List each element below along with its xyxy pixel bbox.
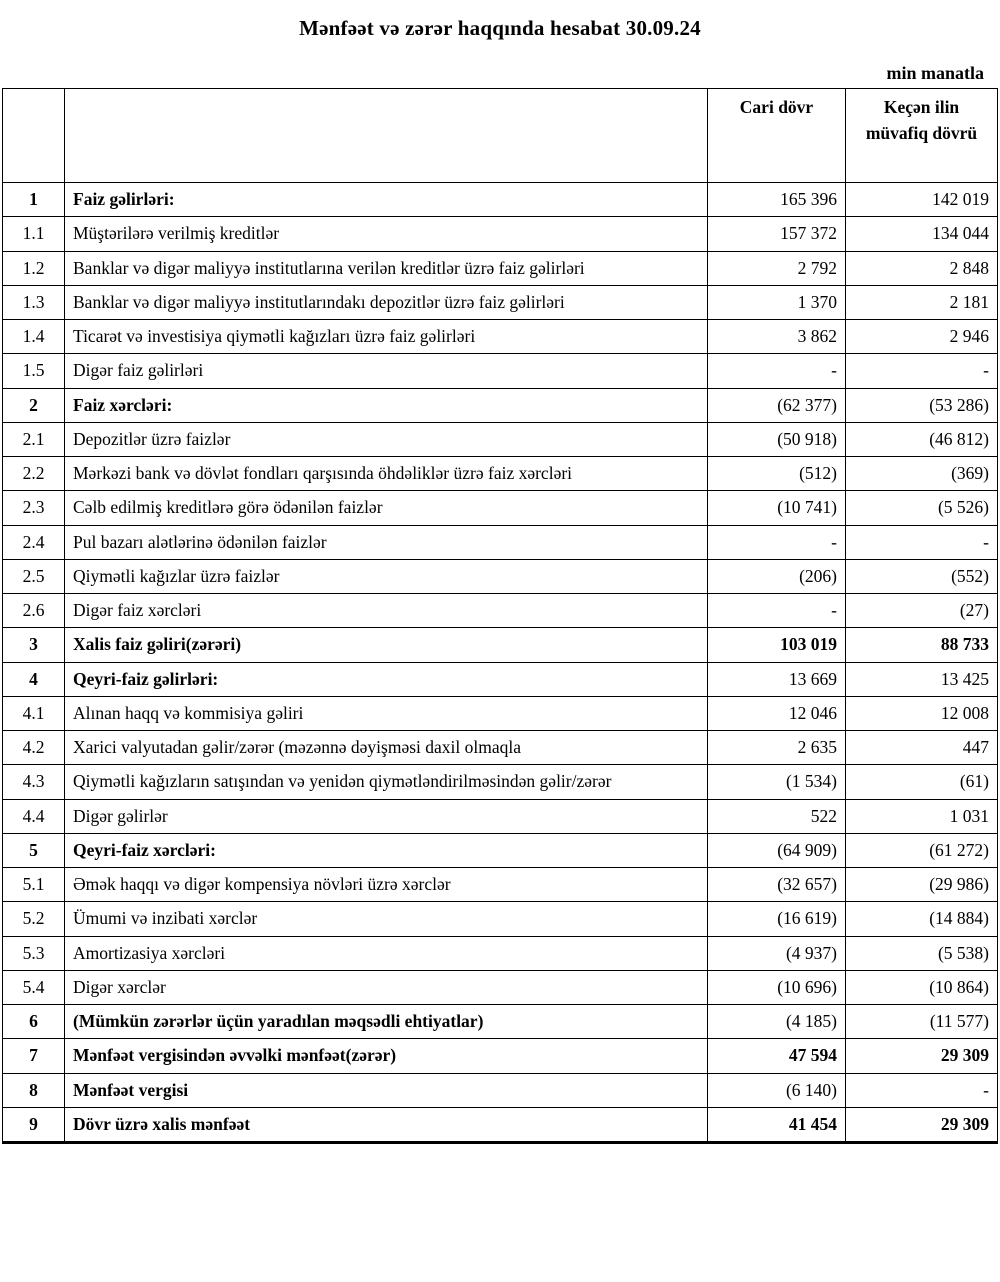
row-number-cell: 1.1	[3, 217, 65, 251]
current-period-cell: 2 792	[708, 251, 846, 285]
current-period-cell: (10 696)	[708, 970, 846, 1004]
current-period-cell: (16 619)	[708, 902, 846, 936]
table-row	[3, 217, 998, 251]
table-header-row	[3, 89, 998, 183]
row-label-cell: Cəlb edilmiş kreditlərə görə ödənilən faizlər	[65, 491, 708, 525]
table-row	[3, 285, 998, 319]
row-label-cell: Müştərilərə verilmiş kreditlər	[65, 217, 708, 251]
row-number-cell: 2.3	[3, 491, 65, 525]
row-number-cell: 2.2	[3, 457, 65, 491]
row-label-cell: Faiz gəlirləri:	[65, 183, 708, 217]
header-previous-period: Keçən ilin müvafiq dövrü	[846, 89, 998, 183]
previous-period-cell: 2 848	[846, 251, 998, 285]
row-number-cell: 1	[3, 183, 65, 217]
row-number-cell: 4.2	[3, 731, 65, 765]
current-period-cell: -	[708, 525, 846, 559]
table-row	[3, 251, 998, 285]
page-title: Mənfəət və zərər haqqında hesabat 30.09.24	[299, 16, 701, 40]
row-number-cell: 2.1	[3, 422, 65, 456]
previous-period-cell: 29 309	[846, 1039, 998, 1073]
row-number-cell: 5.3	[3, 936, 65, 970]
table-row	[3, 354, 998, 388]
previous-period-cell: (61 272)	[846, 833, 998, 867]
table-row	[3, 662, 998, 696]
current-period-cell: (4 937)	[708, 936, 846, 970]
row-label-cell: Ticarət və investisiya qiymətli kağızları üzrə faiz gəlirləri	[65, 320, 708, 354]
previous-period-cell: (29 986)	[846, 868, 998, 902]
row-label-cell: Qiymətli kağızların satışından və yenidən qiymətləndirilməsindən gəlir/zərər	[65, 765, 708, 799]
previous-period-cell: (10 864)	[846, 970, 998, 1004]
row-label-cell: Pul bazarı alətlərinə ödənilən faizlər	[65, 525, 708, 559]
previous-period-cell: 2 946	[846, 320, 998, 354]
table-row	[3, 696, 998, 730]
previous-period-cell: 13 425	[846, 662, 998, 696]
row-number-cell: 1.4	[3, 320, 65, 354]
report-table-body	[3, 183, 998, 1143]
row-label-cell: Faiz xərcləri:	[65, 388, 708, 422]
previous-period-cell: 134 044	[846, 217, 998, 251]
previous-period-cell: 29 309	[846, 1107, 998, 1142]
row-label-cell: Dövr üzrə xalis mənfəət	[65, 1107, 708, 1142]
current-period-cell: 13 669	[708, 662, 846, 696]
row-label-cell: Digər gəlirlər	[65, 799, 708, 833]
previous-period-cell: -	[846, 1073, 998, 1107]
row-number-cell: 5.4	[3, 970, 65, 1004]
row-label-cell: Qeyri-faiz xərcləri:	[65, 833, 708, 867]
table-row	[3, 457, 998, 491]
current-period-cell: 47 594	[708, 1039, 846, 1073]
current-period-cell: (206)	[708, 559, 846, 593]
previous-period-cell: 1 031	[846, 799, 998, 833]
current-period-cell: (4 185)	[708, 1005, 846, 1039]
current-period-cell: (1 534)	[708, 765, 846, 799]
current-period-cell: 103 019	[708, 628, 846, 662]
current-period-cell: 165 396	[708, 183, 846, 217]
current-period-cell: -	[708, 354, 846, 388]
row-label-cell: Mənfəət vergisi	[65, 1073, 708, 1107]
row-label-cell: Xalis faiz gəliri(zərəri)	[65, 628, 708, 662]
row-number-cell: 4.4	[3, 799, 65, 833]
current-period-cell: (64 909)	[708, 833, 846, 867]
row-number-cell: 4.3	[3, 765, 65, 799]
current-period-cell: (62 377)	[708, 388, 846, 422]
row-number-cell: 5.2	[3, 902, 65, 936]
profit-loss-table	[2, 88, 998, 1144]
previous-period-cell: (5 538)	[846, 936, 998, 970]
row-label-cell: Xarici valyutadan gəlir/zərər (məzənnə dəyişməsi daxil olmaqla	[65, 731, 708, 765]
row-label-cell: Digər faiz gəlirləri	[65, 354, 708, 388]
current-period-cell: 12 046	[708, 696, 846, 730]
previous-period-cell: (46 812)	[846, 422, 998, 456]
row-number-cell: 7	[3, 1039, 65, 1073]
row-label-cell: Digər faiz xərcləri	[65, 594, 708, 628]
current-period-cell: 41 454	[708, 1107, 846, 1142]
row-label-cell: Əmək haqqı və digər kompensiya növləri üzrə xərclər	[65, 868, 708, 902]
row-label-cell: Mənfəət vergisindən əvvəlki mənfəət(zərər)	[65, 1039, 708, 1073]
previous-period-cell: 2 181	[846, 285, 998, 319]
previous-period-cell: (14 884)	[846, 902, 998, 936]
previous-period-cell: 12 008	[846, 696, 998, 730]
current-period-cell: -	[708, 594, 846, 628]
table-row	[3, 491, 998, 525]
unit-label: min manatla	[886, 63, 984, 83]
table-row	[3, 1039, 998, 1073]
current-period-cell: 157 372	[708, 217, 846, 251]
previous-period-cell: -	[846, 525, 998, 559]
previous-period-cell: 142 019	[846, 183, 998, 217]
table-row	[3, 525, 998, 559]
row-number-cell: 1.2	[3, 251, 65, 285]
current-period-cell: (512)	[708, 457, 846, 491]
row-label-cell: Mərkəzi bank və dövlət fondları qarşısında öhdəliklər üzrə faiz xərcləri	[65, 457, 708, 491]
previous-period-cell: (11 577)	[846, 1005, 998, 1039]
table-row	[3, 731, 998, 765]
previous-period-cell: (27)	[846, 594, 998, 628]
previous-period-cell: (61)	[846, 765, 998, 799]
row-label-cell: Alınan haqq və kommisiya gəliri	[65, 696, 708, 730]
row-number-cell: 6	[3, 1005, 65, 1039]
row-label-cell: Digər xərclər	[65, 970, 708, 1004]
table-row	[3, 422, 998, 456]
previous-period-cell: 447	[846, 731, 998, 765]
current-period-cell: (6 140)	[708, 1073, 846, 1107]
row-label-cell: Depozitlər üzrə faizlər	[65, 422, 708, 456]
previous-period-cell: (53 286)	[846, 388, 998, 422]
row-label-cell: Qeyri-faiz gəlirləri:	[65, 662, 708, 696]
table-row	[3, 1073, 998, 1107]
table-row	[3, 799, 998, 833]
row-number-cell: 2.6	[3, 594, 65, 628]
header-description	[65, 89, 708, 183]
current-period-cell: 2 635	[708, 731, 846, 765]
current-period-cell: (10 741)	[708, 491, 846, 525]
current-period-cell: (32 657)	[708, 868, 846, 902]
table-row	[3, 970, 998, 1004]
row-label-cell: Ümumi və inzibati xərclər	[65, 902, 708, 936]
table-row	[3, 559, 998, 593]
current-period-cell: 522	[708, 799, 846, 833]
current-period-cell: (50 918)	[708, 422, 846, 456]
row-number-cell: 4	[3, 662, 65, 696]
current-period-cell: 3 862	[708, 320, 846, 354]
row-number-cell: 3	[3, 628, 65, 662]
row-number-cell: 1.3	[3, 285, 65, 319]
row-number-cell: 2.5	[3, 559, 65, 593]
row-number-cell: 2	[3, 388, 65, 422]
previous-period-cell: (5 526)	[846, 491, 998, 525]
table-row	[3, 902, 998, 936]
row-label-cell: (Mümkün zərərlər üçün yaradılan məqsədli ehtiyatlar)	[65, 1005, 708, 1039]
table-row	[3, 833, 998, 867]
table-row	[3, 388, 998, 422]
row-label-cell: Banklar və digər maliyyə institutlarındakı depozitlər üzrə faiz gəlirləri	[65, 285, 708, 319]
table-row	[3, 1005, 998, 1039]
row-label-cell: Banklar və digər maliyyə institutlarına verilən kreditlər üzrə faiz gəlirləri	[65, 251, 708, 285]
header-row-number	[3, 89, 65, 183]
table-row	[3, 183, 998, 217]
table-row	[3, 1107, 998, 1142]
row-number-cell: 5.1	[3, 868, 65, 902]
row-number-cell: 5	[3, 833, 65, 867]
row-label-cell: Amortizasiya xərcləri	[65, 936, 708, 970]
row-label-cell: Qiymətli kağızlar üzrə faizlər	[65, 559, 708, 593]
header-current-period: Cari dövr	[708, 89, 846, 183]
previous-period-cell: (552)	[846, 559, 998, 593]
row-number-cell: 2.4	[3, 525, 65, 559]
row-number-cell: 8	[3, 1073, 65, 1107]
table-row	[3, 868, 998, 902]
row-number-cell: 9	[3, 1107, 65, 1142]
previous-period-cell: (369)	[846, 457, 998, 491]
table-row	[3, 320, 998, 354]
table-row	[3, 628, 998, 662]
previous-period-cell: 88 733	[846, 628, 998, 662]
previous-period-cell: -	[846, 354, 998, 388]
row-number-cell: 1.5	[3, 354, 65, 388]
table-row	[3, 765, 998, 799]
row-number-cell: 4.1	[3, 696, 65, 730]
table-row	[3, 594, 998, 628]
current-period-cell: 1 370	[708, 285, 846, 319]
table-row	[3, 936, 998, 970]
